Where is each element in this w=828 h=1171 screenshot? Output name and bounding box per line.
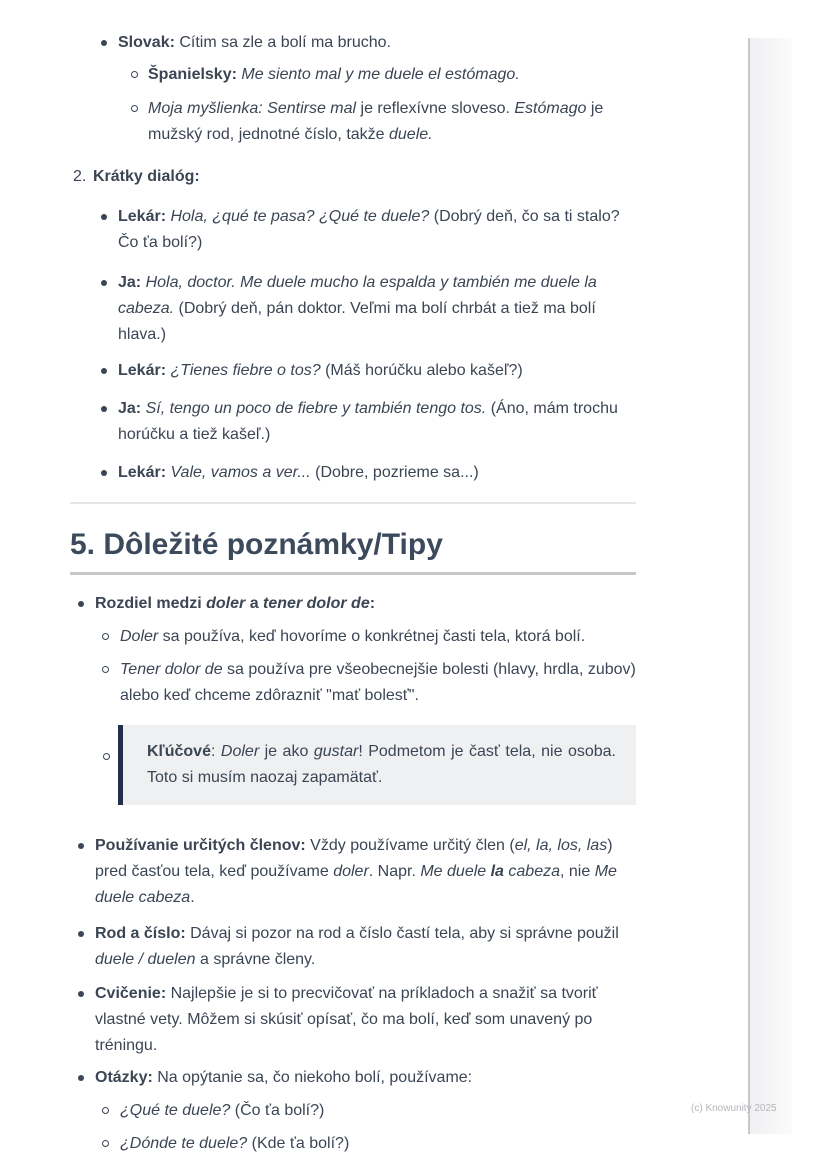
scrollbar-track[interactable] (748, 38, 792, 1134)
circle-bullet-icon (102, 666, 109, 673)
circle-bullet-icon (131, 105, 138, 112)
bullet-icon (78, 843, 84, 849)
list-item-text: Rozdiel medzi doler a tener dolor de: (95, 595, 376, 612)
numbered-item-dialog (70, 164, 636, 190)
list-item-que (70, 1098, 636, 1124)
bullet-icon (101, 40, 107, 46)
list-item-clenov (70, 833, 636, 911)
bullet-icon (101, 280, 107, 286)
list-item-text: Cvičenie: Najlepšie je si to precvičovať na príkladoch a snažiť sa tvoriť vlastné vety. Môžem si skúsiť opísať, čo ma bolí, keď som unavený po tréningu. (95, 985, 598, 1054)
bullet-icon (101, 368, 107, 374)
dialog-line (70, 270, 636, 348)
list-item-tener (70, 657, 636, 709)
list-item-text: ¿Qué te duele? (Čo ťa bolí?) (120, 1102, 325, 1119)
list-item-rod (70, 921, 636, 973)
dialog-line-text: Lekár: Vale, vamos a ver... (Dobre, pozrieme sa...) (118, 464, 479, 481)
list-item-cvicenie (70, 981, 636, 1059)
list-item-text: Používanie určitých členov: Vždy používame určitý člen (el, la, los, las) pred časťou tela, keď používame doler. Napr. Me duele la cabeza, nie Me duele cabeza. (95, 837, 617, 906)
list-item-text: Španielsky: Me siento mal y me duele el estómago. (148, 66, 520, 83)
bullet-icon (101, 470, 107, 476)
dialog-line (70, 460, 636, 486)
dialog-line (70, 358, 636, 384)
callout-list-item (70, 725, 636, 805)
circle-bullet-icon (131, 71, 138, 78)
list-item-rozdiel (70, 591, 636, 617)
dialog-line-text: Lekár: Hola, ¿qué te pasa? ¿Qué te duele? (Dobrý deň, čo sa ti stalo? Čo ťa bolí?) (118, 208, 620, 251)
bullet-icon (78, 601, 84, 607)
list-item-text: Krátky dialóg: (93, 168, 200, 185)
circle-bullet-icon (103, 753, 110, 760)
key-note-callout (118, 725, 636, 805)
list-item-slovak (70, 30, 636, 56)
circle-bullet-icon (102, 1107, 109, 1114)
list-item-spanish (70, 62, 636, 88)
bullet-icon (101, 214, 107, 220)
section-divider (70, 502, 636, 504)
section-heading: 5. Dôležité poznámky/Tipy (70, 526, 636, 575)
list-item-donde (70, 1131, 636, 1157)
document-content (70, 30, 636, 1157)
copyright-watermark: (c) Knowunity 2025 (691, 1103, 777, 1114)
list-item-text: Tener dolor de sa používa pre všeobecnejšie bolesti (hlavy, hrdla, zubov) alebo keď chceme zdôrazniť "mať bolesť". (120, 661, 636, 704)
bullet-icon (78, 931, 84, 937)
dialog-line (70, 396, 636, 448)
list-item-text: Doler sa používa, keď hovoríme o konkrétnej časti tela, ktorá bolí. (120, 628, 586, 645)
dialog-line-text: Ja: Hola, doctor. Me duele mucho la espalda y también me duele la cabeza. (Dobrý deň, pán doktor. Veľmi ma bolí chrbát a tiež ma bolí hlava.) (118, 274, 597, 343)
list-item-thought (70, 96, 636, 148)
list-item-text: Rod a číslo: Dávaj si pozor na rod a číslo častí tela, aby si správne použil duele / duelen a správne členy. (95, 925, 619, 968)
list-item-text: ¿Dónde te duele? (Kde ťa bolí?) (120, 1135, 350, 1152)
list-item-otazky (70, 1065, 636, 1091)
circle-bullet-icon (102, 633, 109, 640)
bullet-icon (78, 991, 84, 997)
dialog-line-text: Lekár: ¿Tienes fiebre o tos? (Máš horúčku alebo kašeľ?) (118, 362, 523, 379)
bullet-icon (78, 1075, 84, 1081)
bullet-icon (101, 406, 107, 412)
list-item-text: Slovak: Cítim sa zle a bolí ma brucho. (118, 34, 391, 51)
callout-text: Kľúčové: Doler je ako gustar! Podmetom je časť tela, nie osoba. Toto si musím naozaj zapamätať. (147, 743, 617, 786)
list-item-doler (70, 624, 636, 650)
list-item-text: Otázky: Na opýtanie sa, čo niekoho bolí, používame: (95, 1069, 473, 1086)
dialog-line (70, 204, 636, 256)
list-number: 2. (73, 168, 87, 185)
circle-bullet-icon (102, 1140, 109, 1147)
list-item-text: Moja myšlienka: Sentirse mal je reflexívne sloveso. Estómago je mužský rod, jednotné číslo, takže duele. (148, 100, 604, 143)
dialog-line-text: Ja: Sí, tengo un poco de fiebre y también tengo tos. (Áno, mám trochu horúčku a tiež kašeľ.) (118, 400, 618, 443)
